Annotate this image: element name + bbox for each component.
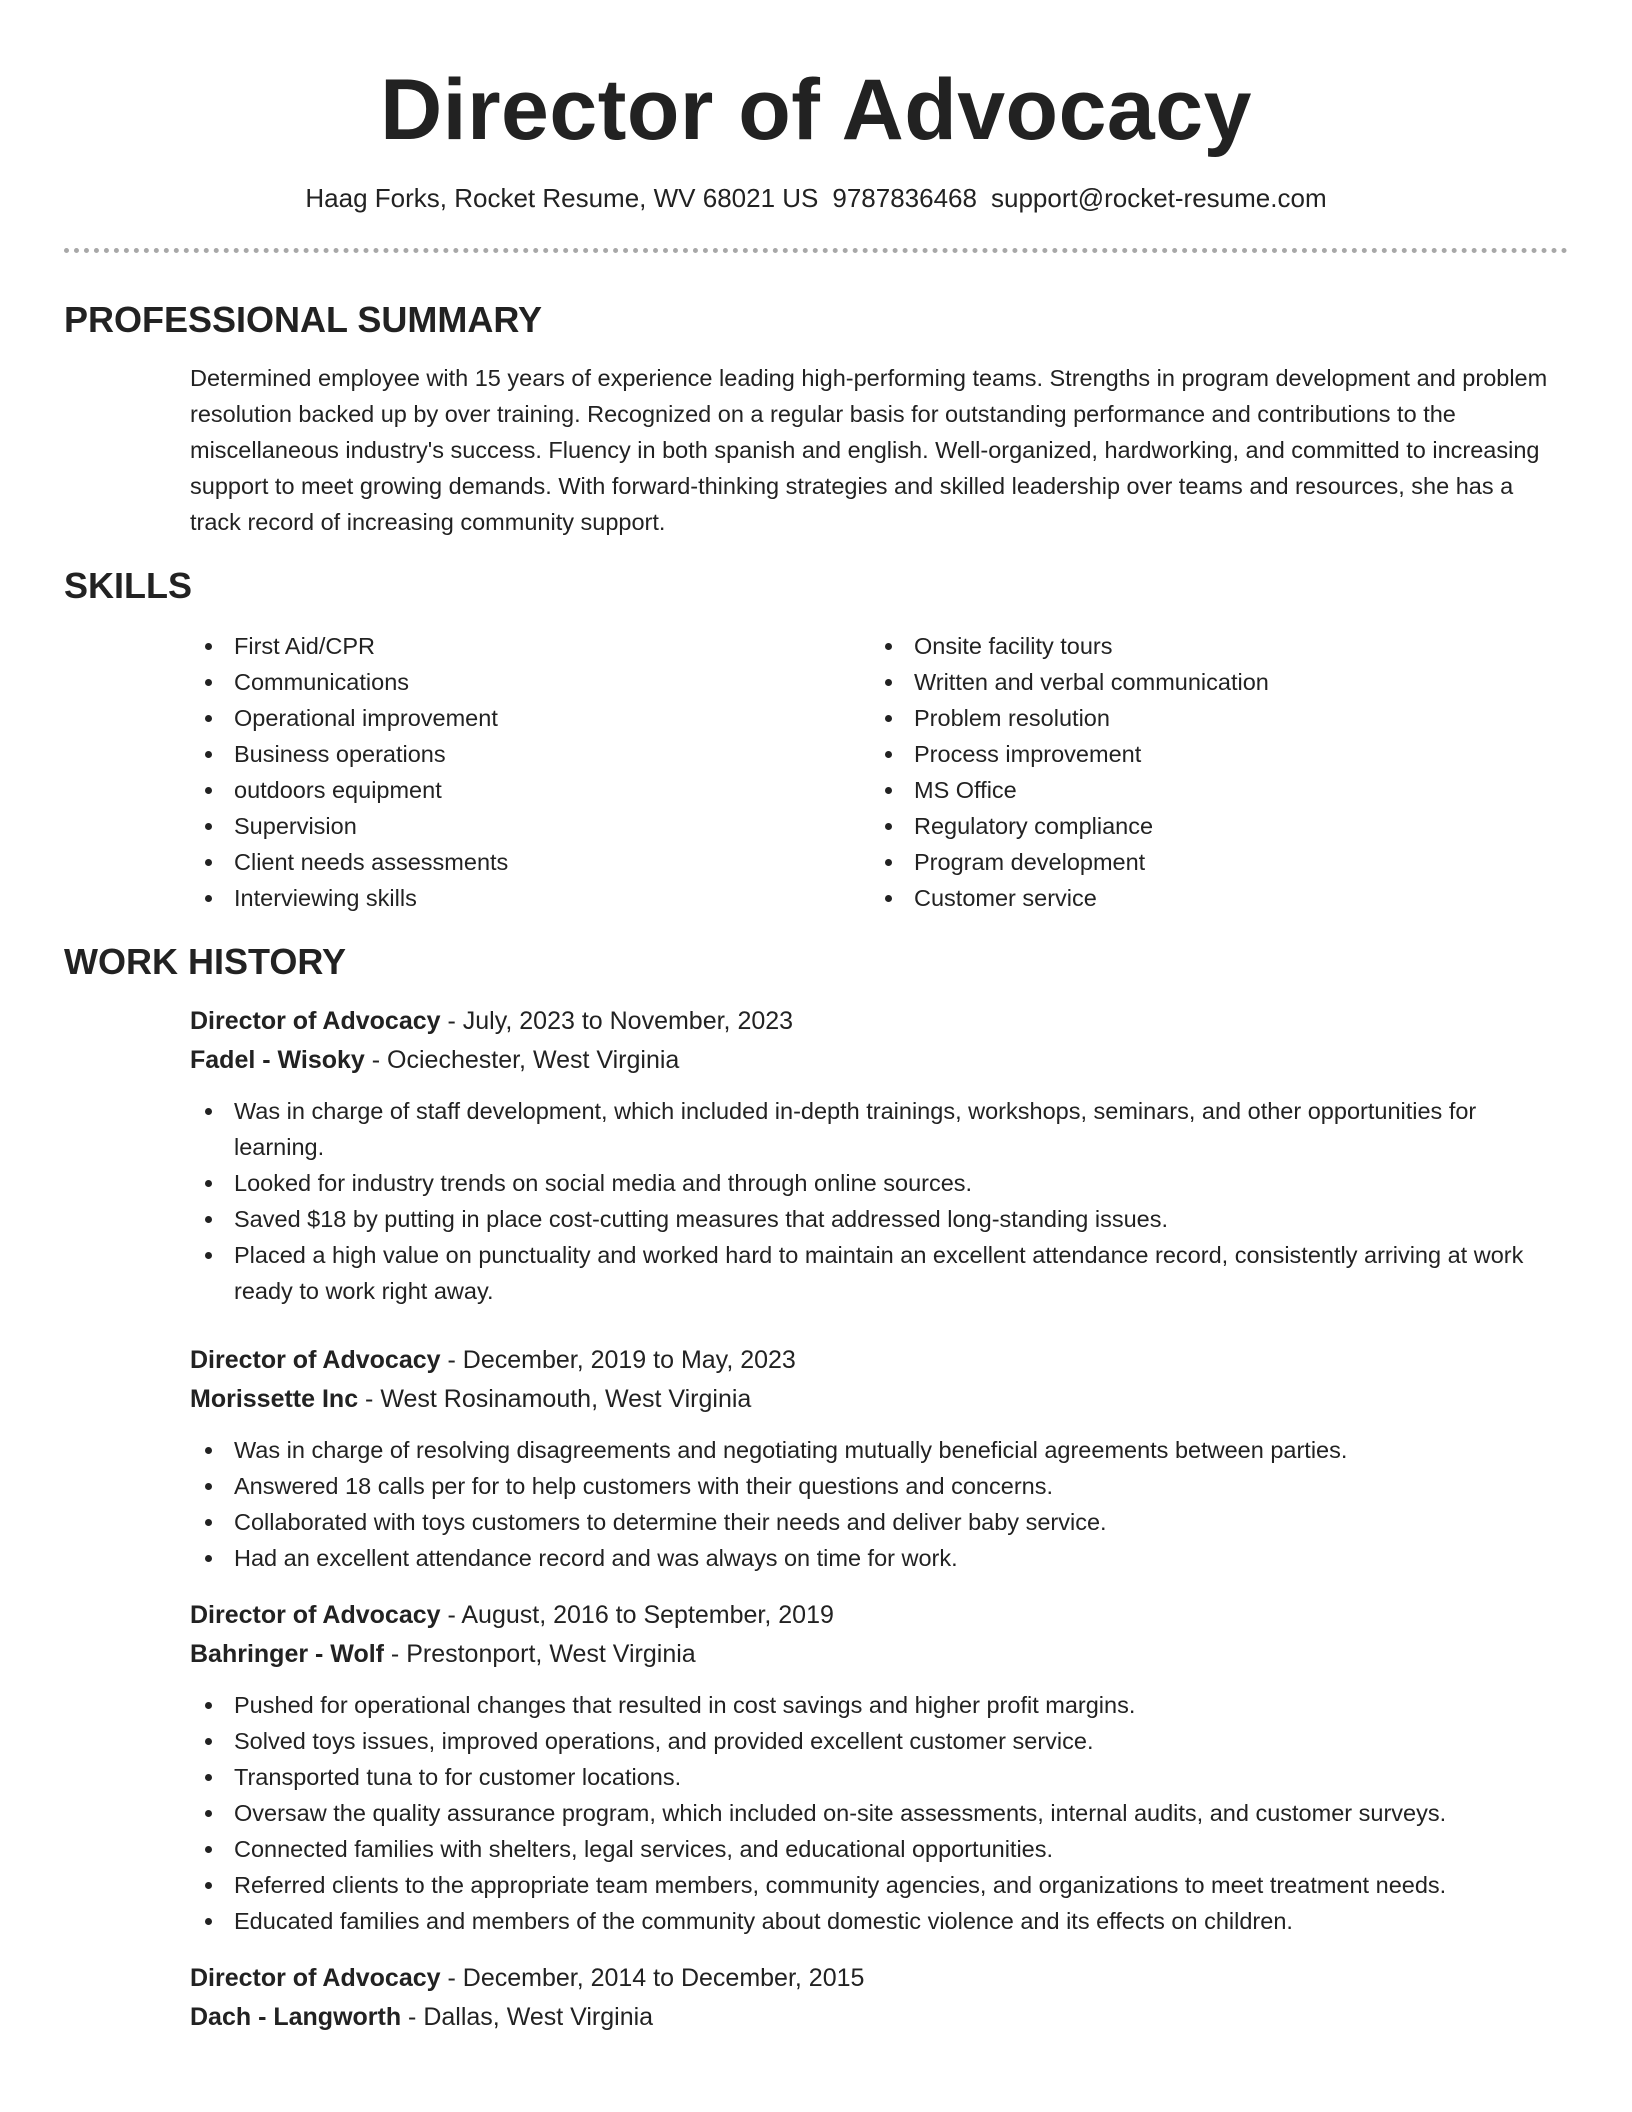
job-company-line [190,1380,1568,1419]
skill-item: Regulatory compliance [870,808,1550,844]
skill-item: Written and verbal communication [870,664,1550,700]
job-bullets [190,1687,1568,1939]
job-company: Dach - Langworth [190,2003,402,2031]
section-title-work-history: WORK HISTORY [64,941,347,982]
job-bullet: Saved $18 by putting in place cost-cutting measures that addressed long-standing issues. [190,1201,1568,1237]
job-company: Bahringer - Wolf [190,1640,384,1668]
skill-item: First Aid/CPR [190,628,870,664]
job-company: Fadel - Wisoky [190,1046,365,1074]
skill-item: Onsite facility tours [870,628,1550,664]
job-bullet: Was in charge of resolving disagreements and negotiating mutually beneficial agreements between parties. [190,1432,1568,1468]
job-title-line [190,1341,1568,1380]
work-entry [190,1959,1568,2037]
job-bullet: Collaborated with toys customers to determine their needs and deliver baby service. [190,1504,1568,1540]
job-bullet: Solved toys issues, improved operations, and provided excellent customer service. [190,1723,1568,1759]
job-location: - Ociechester, West Virginia [364,1046,680,1074]
job-bullet: Answered 18 calls per for to help customers with their questions and concerns. [190,1468,1568,1504]
skill-item: Supervision [190,808,870,844]
resume-page [64,0,1568,2037]
summary-text: Determined employee with 15 years of experience leading high-performing teams. Strengths in program development and problem resolution backed up by over training. Recognized on a regular basis for outstanding performance and contributions to the miscellaneous industry's success. Fluency in both spanish and english. Well-organized, hardworking, and committed to increasing support to meet growing demands. With forward-thinking strategies and skilled leadership over teams and resources, she has a track record of increasing community support. [190,365,1548,535]
job-company: Morissette Inc [190,1385,359,1413]
job-dates: - December, 2014 to December, 2015 [440,1964,865,1992]
job-company-line [190,1635,1568,1674]
job-bullet: Was in charge of staff development, which included in-depth trainings, workshops, seminars, and other opportunities for learning. [190,1093,1568,1165]
job-location: - Prestonport, West Virginia [383,1640,696,1668]
job-role: Director of Advocacy [190,1601,441,1629]
work-entry [190,1002,1568,1309]
job-dates: - December, 2019 to May, 2023 [440,1346,796,1374]
job-bullet: Referred clients to the appropriate team members, community agencies, and organizations to meet treatment needs. [190,1867,1568,1903]
skill-item: outdoors equipment [190,772,870,808]
skill-item: Business operations [190,736,870,772]
header-divider [64,248,1568,253]
skills-column-right [870,628,1550,916]
skill-item: Operational improvement [190,700,870,736]
resume-name-heading: Director of Advocacy [380,62,1252,158]
job-title-line [190,1959,1568,1998]
skill-item: Communications [190,664,870,700]
job-bullet: Had an excellent attendance record and was always on time for work. [190,1540,1568,1576]
job-dates: - August, 2016 to September, 2019 [440,1601,834,1629]
job-title-line [190,1596,1568,1635]
job-location: - West Rosinamouth, West Virginia [358,1385,752,1413]
job-bullets [190,1432,1568,1576]
skill-item: Interviewing skills [190,880,870,916]
job-bullet: Educated families and members of the community about domestic violence and its effects on children. [190,1903,1568,1939]
job-bullets [190,1093,1568,1309]
job-company-line [190,1041,1568,1080]
job-bullet: Placed a high value on punctuality and worked hard to maintain an excellent attendance record, consistently arriving at work ready to work right away. [190,1237,1568,1309]
job-bullet: Connected families with shelters, legal services, and educational opportunities. [190,1831,1568,1867]
skills-column-left [190,628,870,916]
job-role: Director of Advocacy [190,1346,441,1374]
skills-list [190,628,1568,916]
job-bullet: Transported tuna to for customer locations. [190,1759,1568,1795]
work-entry [190,1341,1568,1576]
skill-item: Customer service [870,880,1550,916]
section-title-skills: SKILLS [64,565,193,606]
job-dates: - July, 2023 to November, 2023 [440,1007,794,1035]
contact-address: Haag Forks, Rocket Resume, WV 68021 US [305,183,819,213]
contact-phone: 9787836468 [832,183,977,213]
section-title-summary: PROFESSIONAL SUMMARY [64,299,543,340]
skill-item: MS Office [870,772,1550,808]
job-role: Director of Advocacy [190,1964,441,1992]
contact-email: support@rocket-resume.com [990,183,1327,213]
skill-item: Process improvement [870,736,1550,772]
contact-line [64,180,1568,216]
job-company-line [190,1998,1568,2037]
job-bullet: Pushed for operational changes that resulted in cost savings and higher profit margins. [190,1687,1568,1723]
job-title-line [190,1002,1568,1041]
job-location: - Dallas, West Virginia [401,2003,654,2031]
skill-item: Client needs assessments [190,844,870,880]
job-bullet: Looked for industry trends on social media and through online sources. [190,1165,1568,1201]
skill-item: Program development [870,844,1550,880]
job-bullet: Oversaw the quality assurance program, which included on-site assessments, internal audits, and customer surveys. [190,1795,1568,1831]
work-entry [190,1596,1568,1939]
job-role: Director of Advocacy [190,1007,441,1035]
skill-item: Problem resolution [870,700,1550,736]
